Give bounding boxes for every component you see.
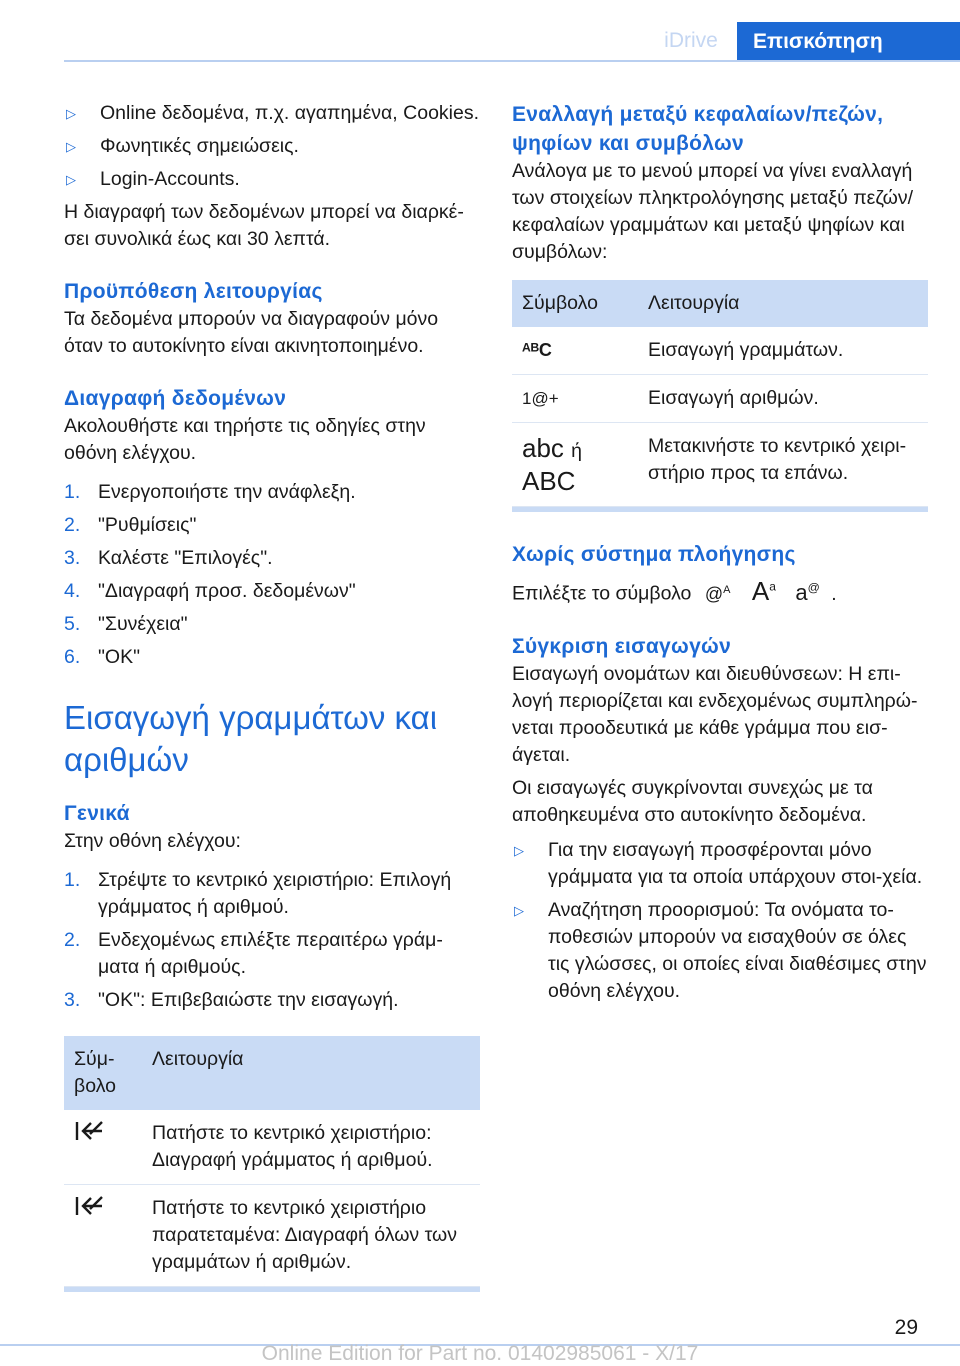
bullet-triangle-icon: ▷ (66, 106, 76, 121)
nonav-text: Επιλέξτε το σύμβολο @$^A$ $A^a$ a@ . (512, 575, 837, 606)
special-chars-icon: a@ (795, 579, 820, 605)
font-size-icon: $A^a$ (751, 575, 776, 606)
backspace-icon (74, 1120, 106, 1142)
nonav-heading: Χωρίς σύστημα πλοήγησης (512, 543, 796, 566)
prereq-text: Τα δεδομένα μπορούν να διαγραφούν μόνο όταν το αυτοκίνητο είναι ακινητοποιημένο. (64, 308, 439, 357)
left-column (64, 100, 480, 1292)
general-heading: Γενικά (64, 802, 130, 825)
symbol-table (512, 280, 928, 507)
header-section-title: Επισκόπηση (737, 22, 960, 62)
step-item: 5. "Συνέχεια" (64, 613, 188, 635)
page-number: 29 (894, 1316, 918, 1339)
list-item: ▷ Φωνητικές σημειώσεις. (64, 133, 480, 160)
step-item: 4. "Διαγραφή προσ. δεδομένων" (64, 580, 356, 602)
bullet-triangle-icon: ▷ (66, 172, 76, 187)
step-item: 3. Καλέστε "Επιλογές". (64, 547, 273, 569)
switch-text: Ανάλογα με το μενού μπορεί να γίνει εναλλαγή των στοιχείων πληκτρολόγησης μεταξύ πεζών/κεφαλαίων γραμμάτων και μεταξύ ψηφίων και συμβόλων: (512, 160, 914, 263)
lowercase-icon: abc (522, 433, 564, 463)
main-section-title: Εισαγωγή γραμμάτων και αριθμών (64, 699, 438, 778)
header-tab-idrive[interactable]: iDrive (664, 29, 718, 52)
list-item: ▷ Για την εισαγωγή προσφέρονται μόνο γράμματα για τα οποία υπάρχουν στοι‐χεία. (512, 837, 928, 891)
step-item: 6. "OK" (64, 646, 141, 668)
page-header (0, 0, 960, 62)
compare-heading: Σύγκριση εισαγωγών (512, 634, 732, 658)
table-row: abc ή ABC Μετακινήστε το κεντρικό χειρι‐στήριο προς τα επάνω. (512, 423, 928, 507)
bullet-triangle-icon: ▷ (514, 902, 524, 918)
list-item: ▷ Online δεδομένα, π.χ. αγαπημένα, Cookies. (64, 100, 480, 127)
table-row: 1@+ Εισαγωγή αριθμών. (512, 375, 928, 423)
backspace-table (64, 1036, 480, 1287)
switch-heading: Εναλλαγή μεταξύ κεφαλαίων/πεζών, ψηφίων και συμβόλων (512, 103, 884, 155)
table-header-symbol: Σύμ‐βολο (64, 1036, 142, 1110)
table-header-symbol: Σύμβολο (512, 280, 638, 327)
compare-text-1: Εισαγωγή ονομάτων και διευθύνσεων: Η επι‐λογή περιορίζεται και ενδεχομένως συμπληρώ‐νεται προοδευτικά με κάθε γράμμα που εισ‐άγεται. (512, 662, 918, 766)
backspace-icon (74, 1195, 106, 1217)
edition-footer: Online Edition for Part no. 01402985061 - X/17 (261, 1342, 699, 1365)
letters-mode-icon: ᴬᴮC (522, 340, 552, 360)
table-row: Πατήστε το κεντρικό χειριστήριο παρατεταμένα: Διαγραφή όλων των γραμμάτων ή αριθμών. (64, 1185, 480, 1287)
delete-text: Ακολουθήστε και τηρήστε τις οδηγίες στην οθόνη ελέγχου. (64, 415, 426, 464)
bullet-triangle-icon: ▷ (514, 842, 524, 858)
general-text: Στην οθόνη ελέγχου: (64, 830, 241, 852)
prereq-heading: Προϋπόθεση λειτουργίας (64, 280, 323, 303)
step-item: 2. "Ρυθμίσεις" (64, 514, 197, 536)
delete-heading: Διαγραφή δεδομένων (64, 387, 287, 410)
uppercase-icon: ABC (522, 466, 576, 496)
table-row: Πατήστε το κεντρικό χειριστήριο: Διαγραφή γράμματος ή αριθμού. (64, 1110, 480, 1185)
right-column (512, 100, 928, 1011)
list-item: ▷ Αναζήτηση προορισμού: Τα ονόματα το‐ποθεσιών μπορούν να εισαχθούν σε όλες τις γλώσσες, οι οποίες είναι διαθέσιμες στην οθόνη ελέγχου. (512, 897, 928, 1005)
at-symbol-icon: @$^A$ (704, 583, 731, 604)
step-item: 3. "OK": Επιβεβαιώστε την εισαγωγή. (64, 989, 399, 1011)
header-rule (64, 60, 960, 62)
table-header-function: Λειτουργία (638, 280, 928, 327)
list-item: ▷ Login-Accounts. (64, 166, 480, 193)
delete-duration-text: Η διαγραφή των δεδομένων μπορεί να διαρκέ‐σει συνολικά έως και 30 λεπτά. (64, 201, 464, 250)
step-item: 2. Ενδεχομένως επιλέξτε περαιτέρω γράμ‐ματα ή αριθμούς. (64, 929, 443, 978)
step-item: 1. Ενεργοποιήστε την ανάφλεξη. (64, 481, 356, 503)
table-end-bar (512, 507, 928, 512)
table-end-bar (64, 1287, 480, 1292)
bullet-triangle-icon: ▷ (66, 139, 76, 154)
compare-text-2: Οι εισαγωγές συγκρίνονται συνεχώς με τα αποθηκευμένα στο αυτοκίνητο δεδομένα. (512, 776, 873, 826)
step-item: 1. Στρέψτε το κεντρικό χειριστήριο: Επιλογή γράμματος ή αριθμού. (64, 869, 452, 918)
table-row: ᴬᴮC Εισαγωγή γραμμάτων. (512, 327, 928, 375)
table-header-function: Λειτουργία (142, 1036, 480, 1110)
numbers-mode-icon: 1@+ (522, 389, 559, 408)
